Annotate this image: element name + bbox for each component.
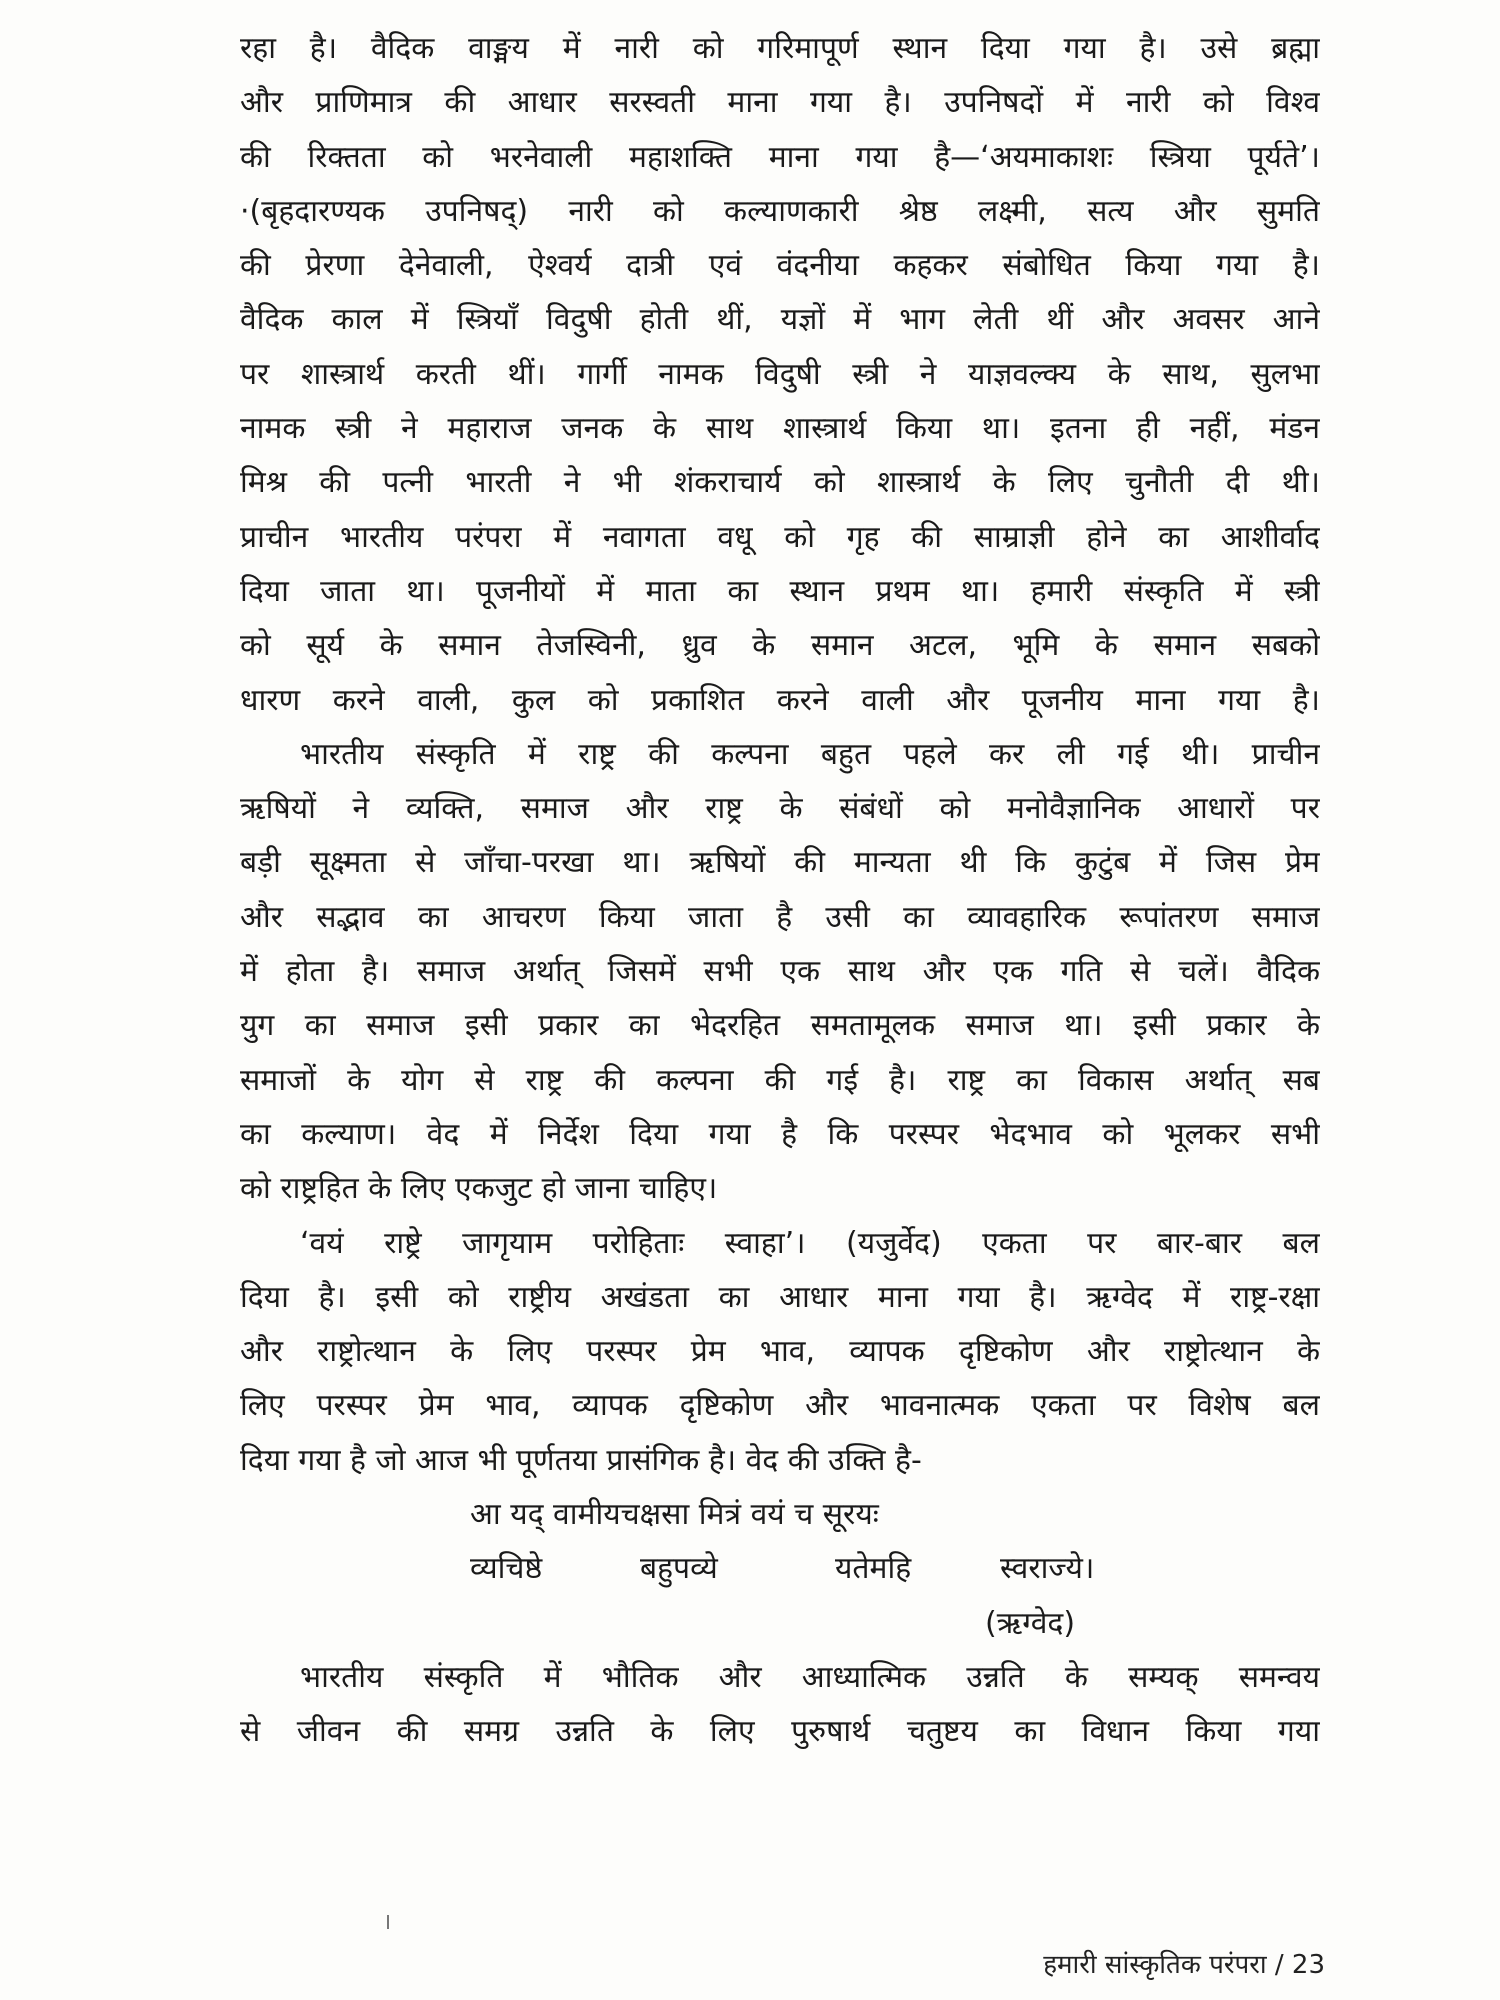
text-line: से जीवन की समग्र उन्नति के लिए पुरुषार्थ चतुष्टय का विधान किया गया [240, 1714, 1320, 1750]
text-line: लिए परस्पर प्रेम भाव, व्यापक दृष्टिकोण और भावनात्मक एकता पर विशेष बल [240, 1388, 1320, 1424]
text-line: ऋषियों ने व्यक्ति, समाज और राष्ट्र के संबंधों को मनोवैज्ञानिक आधारों पर [240, 791, 1320, 827]
text-line: दिया गया है जो आज भी पूर्णतया प्रासंगिक है। वेद की उक्ति है- [240, 1442, 922, 1478]
text-line: और सद्भाव का आचरण किया जाता है उसी का व्यावहारिक रूपांतरण समाज [240, 899, 1320, 935]
text-line: मिश्र की पत्नी भारती ने भी शंकराचार्य को शास्त्रार्थ के लिए चुनौती दी थी। [240, 465, 1320, 501]
text-line: और राष्ट्रोत्थान के लिए परस्पर प्रेम भाव, व्यापक दृष्टिकोण और राष्ट्रोत्थान के [240, 1334, 1320, 1370]
text-line: दिया है। इसी को राष्ट्रीय अखंडता का आधार माना गया है। ऋग्वेद में राष्ट्र-रक्षा [240, 1279, 1320, 1315]
body-text [240, 22, 1320, 1488]
text-line: प्राचीन भारतीय परंपरा में नवागता वधू को गृह की साम्राज्ञी होने का आशीर्वाद [240, 519, 1320, 555]
text-line: बड़ी सूक्ष्मता से जाँचा-परखा था। ऋषियों की मान्यता थी कि कुटुंब में जिस प्रेम [240, 845, 1320, 881]
text-line: ·(बृहदारण्यक उपनिषद्) नारी को कल्याणकारी श्रेष्ठ लक्ष्मी, सत्य और सुमति [240, 193, 1320, 229]
text-line: की रिक्तता को भरनेवाली महाशक्ति माना गया है—‘अयमाकाशः स्त्रिया पूर्यते’। [240, 139, 1320, 175]
text-line: पर शास्त्रार्थ करती थीं। गार्गी नामक विदुषी स्त्री ने याज्ञवल्क्य के साथ, सुलभा [240, 356, 1320, 392]
text-line: को सूर्य के समान तेजस्विनी, ध्रुव के समान अटल, भूमि के समान सबको [240, 628, 1320, 664]
text-line: समाजों के योग से राष्ट्र की कल्पना की गई है। राष्ट्र का विकास अर्थात् सब [240, 1062, 1320, 1098]
verse-word: व्यचिष्ठे [470, 1551, 543, 1586]
text-line: नामक स्त्री ने महाराज जनक के साथ शास्त्रार्थ किया था। इतना ही नहीं, मंडन [240, 411, 1320, 447]
text-line: और प्राणिमात्र की आधार सरस्वती माना गया है। उपनिषदों में नारी को विश्व [240, 85, 1320, 121]
verse-word: स्वराज्ये। [1000, 1551, 1095, 1586]
closing-text [240, 1651, 1320, 1760]
text-line: भारतीय संस्कृति में भौतिक और आध्यात्मिक उन्नति के सम्यक् समन्वय [300, 1660, 1320, 1695]
verse-source: (ऋग्वेद) [985, 1606, 1076, 1641]
text-line: ‘वयं राष्ट्रे जागृयाम परोहिताः स्वाहा’। (यजुर्वेद) एकता पर बार-बार बल [300, 1225, 1320, 1261]
text-line: का कल्याण। वेद में निर्देश दिया गया है कि परस्पर भेदभाव को भूलकर सभी [240, 1116, 1320, 1152]
text-line: युग का समाज इसी प्रकार का भेदरहित समतामूलक समाज था। इसी प्रकार के [240, 1008, 1320, 1044]
page-footer: हमारी सांस्कृतिक परंपरा / 23 [1043, 1950, 1325, 1980]
text-line: रहा है। वैदिक वाङ्मय में नारी को गरिमापूर्ण स्थान दिया गया है। उसे ब्रह्मा [240, 31, 1320, 66]
verse-word: बहुपव्ये [640, 1551, 718, 1586]
text-line: की प्रेरणा देनेवाली, ऐश्वर्य दात्री एवं वंदनीया कहकर संबोधित किया गया है। [240, 248, 1320, 284]
margin-tick [387, 1915, 389, 1929]
text-line: वैदिक काल में स्त्रियाँ विदुषी होती थीं, यज्ञों में भाग लेती थीं और अवसर आने [240, 302, 1320, 338]
text-line: को राष्ट्रहित के लिए एकजुट हो जाना चाहिए। [240, 1171, 718, 1207]
text-line: धारण करने वाली, कुल को प्रकाशित करने वाली और पूजनीय माना गया है। [240, 682, 1320, 718]
text-line: दिया जाता था। पूजनीयों में माता का स्थान प्रथम था। हमारी संस्कृति में स्त्री [240, 573, 1320, 609]
verse-line-1: आ यद् वामीयचक्षसा मित्रं वयं च सूरयः [470, 1497, 879, 1532]
text-line: भारतीय संस्कृति में राष्ट्र की कल्पना बहुत पहले कर ली गई थी। प्राचीन [300, 736, 1320, 772]
text-line: में होता है। समाज अर्थात् जिसमें सभी एक साथ और एक गति से चलें। वैदिक [240, 954, 1320, 990]
verse-word: यतेमहि [835, 1551, 912, 1586]
